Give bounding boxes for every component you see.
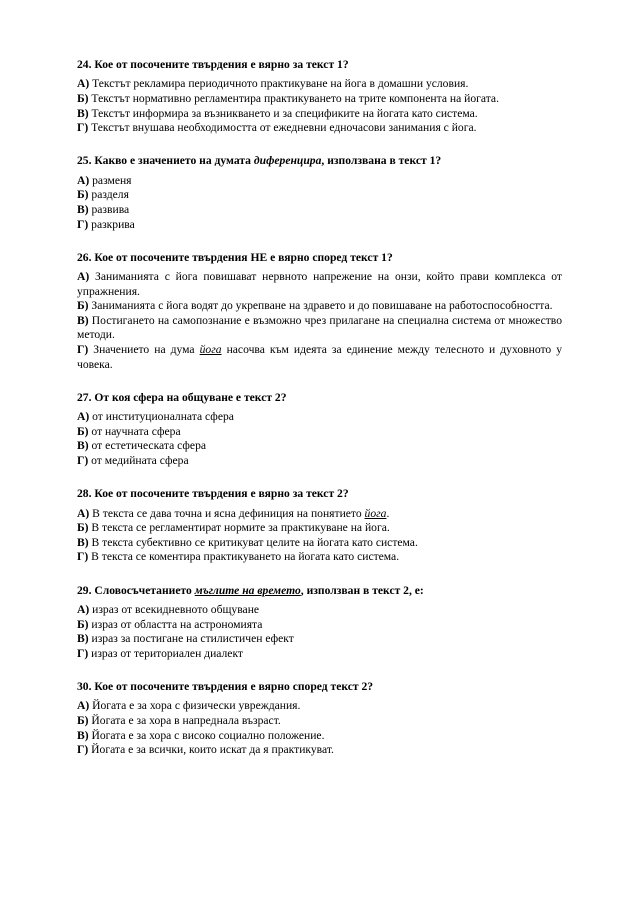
- option-text: В текста субективно се критикуват целите на йогата като система.: [88, 535, 418, 549]
- question-24: [77, 58, 562, 136]
- option-g: [77, 550, 562, 565]
- option-letter: Б): [77, 617, 89, 631]
- option-g: [77, 343, 562, 372]
- question-27: [77, 391, 562, 469]
- question-term: мъглите на времето: [194, 583, 301, 597]
- option-text: разделя: [88, 188, 129, 202]
- option-letter: А): [77, 699, 90, 713]
- option-text: В текста се коментира практикуването на йогата като система.: [88, 550, 400, 564]
- option-term: йога: [199, 343, 222, 357]
- option-letter: В): [77, 728, 89, 742]
- option-letter: Б): [77, 91, 89, 105]
- option-b: [77, 714, 562, 729]
- option-text: Йогата е за хора с високо социално положение.: [88, 728, 325, 742]
- option-g: [77, 121, 562, 136]
- option-text: В текста се дава точна и ясна дефиниция на понятието: [89, 506, 365, 520]
- option-text: разкрива: [88, 217, 135, 231]
- option-b: [77, 425, 562, 440]
- option-text: Значението на дума: [88, 343, 200, 357]
- question-30: [77, 680, 562, 758]
- question-text: 26. Кое от посочените твърдения НЕ е вярно според текст 1?: [77, 250, 393, 264]
- option-text: разменя: [89, 173, 132, 187]
- option-text: от естетическата сфера: [88, 439, 207, 453]
- option-text: Текстът нормативно регламентира практикуването на трите компонента на йогата.: [88, 91, 499, 105]
- option-v: [77, 536, 562, 551]
- option-v: [77, 107, 562, 122]
- option-text: Текстът информира за възникването и за спецификите на йогата като система.: [88, 106, 478, 120]
- option-letter: Г): [77, 454, 89, 468]
- option-g: [77, 218, 562, 233]
- option-v: [77, 729, 562, 744]
- question-text-end: , използван в текст 2, е:: [300, 583, 424, 597]
- question-title: [77, 680, 562, 695]
- option-term: йога: [364, 506, 387, 520]
- option-letter: А): [77, 270, 90, 284]
- option-text-end: насочва към идеята за единение между телесното и духовното у човека.: [77, 343, 562, 371]
- option-a: [77, 603, 562, 618]
- option-text: Заниманията с йога водят до укрепване на здравето и до повишаване на работоспособността.: [88, 299, 553, 313]
- question-25: [77, 154, 562, 232]
- option-letter: В): [77, 106, 89, 120]
- option-text: от научната сфера: [88, 424, 181, 438]
- option-letter: Б): [77, 713, 89, 727]
- option-text: Текстът внушава необходимостта от ежедневни едночасови занимания с йога.: [88, 121, 477, 135]
- option-b: [77, 92, 562, 107]
- option-letter: Г): [77, 217, 89, 231]
- question-title: [77, 584, 562, 599]
- option-letter: Б): [77, 188, 89, 202]
- option-a: [77, 270, 562, 299]
- option-letter: Б): [77, 521, 89, 535]
- question-26: [77, 251, 562, 373]
- option-letter: А): [77, 410, 90, 424]
- option-text: развива: [88, 202, 130, 216]
- option-b: [77, 188, 562, 203]
- option-v: [77, 203, 562, 218]
- question-title: [77, 58, 562, 73]
- question-text: 24. Кое от посочените твърдения е вярно за текст 1?: [77, 58, 349, 71]
- option-a: [77, 507, 562, 522]
- option-letter: А): [77, 173, 90, 187]
- question-text: 25. Какво е значението на думата: [77, 154, 254, 168]
- option-a: [77, 77, 562, 92]
- option-b: [77, 299, 562, 314]
- option-g: [77, 743, 562, 758]
- option-a: [77, 699, 562, 714]
- option-text: от медийната сфера: [88, 454, 189, 468]
- question-28: [77, 487, 562, 565]
- option-text: от институционалната сфера: [89, 410, 234, 424]
- question-title: [77, 487, 562, 502]
- option-g: [77, 454, 562, 469]
- option-text: израз от всекидневното общуване: [89, 602, 260, 616]
- option-letter: В): [77, 535, 89, 549]
- question-title: [77, 391, 562, 406]
- question-text: 29. Словосъчетанието: [77, 583, 195, 597]
- option-v: [77, 439, 562, 454]
- option-v: [77, 632, 562, 647]
- question-term: диференцира: [253, 154, 322, 168]
- option-text: Постигането на самопознание е възможно чрез прилагане на специална система от множество методи.: [77, 313, 562, 342]
- option-letter: Б): [77, 424, 89, 438]
- option-text: В текста се регламентират нормите за практикуване на йога.: [88, 521, 390, 535]
- question-title: [77, 154, 562, 169]
- option-a: [77, 174, 562, 189]
- option-letter: А): [77, 77, 90, 91]
- option-letter: Б): [77, 299, 89, 313]
- question-text-end: , използвана в текст 1?: [321, 154, 442, 168]
- option-letter: Г): [77, 743, 89, 757]
- option-letter: Г): [77, 343, 89, 357]
- option-text: Йогата е за хора в напреднала възраст.: [88, 713, 281, 727]
- option-b: [77, 521, 562, 536]
- option-letter: В): [77, 313, 89, 327]
- option-letter: Г): [77, 646, 89, 660]
- option-a: [77, 410, 562, 425]
- option-text: Йогата е за хора с физически увреждания.: [89, 699, 301, 713]
- option-letter: Г): [77, 121, 89, 135]
- option-letter: А): [77, 506, 90, 520]
- option-letter: В): [77, 202, 89, 216]
- question-text: 27. От коя сфера на общуване е текст 2?: [77, 390, 287, 404]
- question-text: 30. Кое от посочените твърдения е вярно според текст 2?: [77, 679, 374, 693]
- option-text: Заниманията с йога повишават нервното напрежение на онзи, който прави комплекса от упражнения.: [77, 270, 562, 298]
- question-29: [77, 584, 562, 662]
- option-text: израз от териториален диалект: [88, 646, 243, 660]
- option-text: Йогата е за всички, които искат да я практикуват.: [88, 743, 334, 757]
- option-letter: В): [77, 632, 89, 646]
- option-letter: В): [77, 439, 89, 453]
- option-text: Текстът рекламира периодичното практикуване на йога в домашни условия.: [89, 77, 469, 91]
- option-letter: А): [77, 602, 90, 616]
- test-page: [77, 58, 562, 776]
- question-title: [77, 251, 562, 266]
- option-text: израз за постигане на стилистичен ефект: [88, 632, 294, 646]
- option-g: [77, 647, 562, 662]
- option-letter: Г): [77, 550, 89, 564]
- question-text: 28. Кое от посочените твърдения е вярно за текст 2?: [77, 487, 349, 501]
- option-b: [77, 618, 562, 633]
- option-text: израз от областта на астрономията: [88, 617, 263, 631]
- option-v: [77, 314, 562, 343]
- option-text-end: .: [386, 506, 390, 520]
